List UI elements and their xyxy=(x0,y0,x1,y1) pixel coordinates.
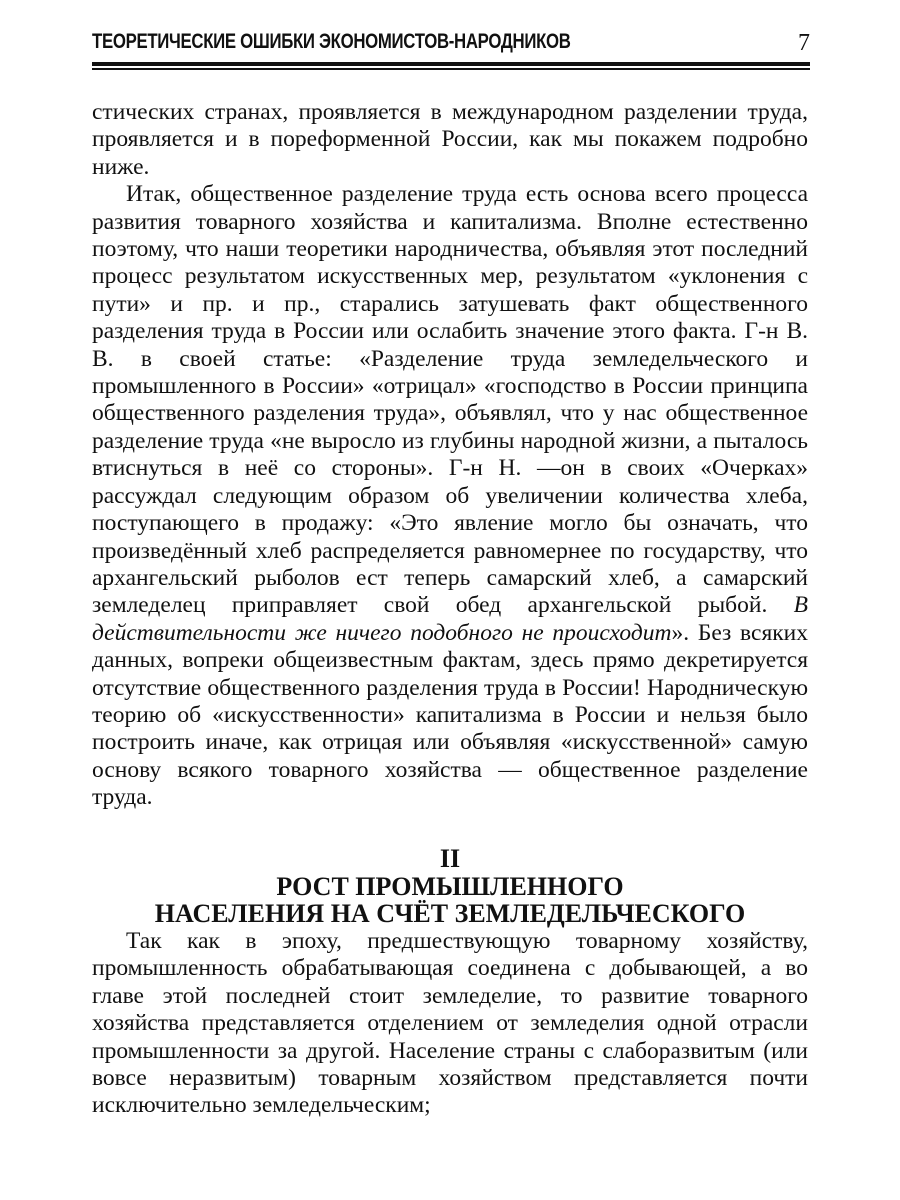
header-rule-thin xyxy=(92,68,810,70)
running-title: ТЕОРЕТИЧЕСКИЕ ОШИБКИ ЭКОНОМИСТОВ-НАРОДНИКОВ xyxy=(92,30,571,53)
header-rule-thick xyxy=(92,62,810,66)
paragraph-continuation: стических странах, проявляется в международном разделении труда, проявляется и в пореформенной России, как мы покажем подробно ниже. xyxy=(92,99,808,180)
paragraph-text-end: ». Без всяких данных, вопреки общеизвестным фактам, здесь прямо декретируется отсутствие общественного разделения труда в России! Народническую теорию об «искусственности» капитализма в России и нельзя было построить иначе, как отрицая или объявляя «искусственной» самую основу всякого товарного хозяйства — общественное разделение труда. xyxy=(92,619,808,811)
section-title-line-2: НАСЕЛЕНИЯ НА СЧЁТ ЗЕМЛЕДЕЛЬЧЕСКОГО xyxy=(154,899,746,928)
paragraph xyxy=(92,181,808,811)
paragraph-text: Итак, общественное разделение труда есть основа всего процесса развития товарного хозяйства и капитализма. Вполне естественно поэтому, что наши теоретики народничества, объявляя этот последний процесс результатом искусственных мер, результатом «уклонения с пути» и пр. и пр., старались затушевать факт общественного разделения труда в России или ослабить значение этого факта. Г-н В. В. в своей статье: «Разделение труда земледельческого и промышленного в России» «отрицал» «господство в России принципа общественного разделения труда», объявлял, что у нас общественное разделение труда «не выросло из глубины народной жизни, а пыталось втиснуться в неё со стороны». Г-н Н. —он в своих «Очерках» рассуждал следующим образом об увеличении количества хлеба, поступающего в продажу: «Это явление могло бы означать, что произведённый хлеб распределяется равномернее по государству, что архангельский рыболов ест теперь самарский хлеб, а самарский земледелец приправляет свой обед архангельской рыбой. xyxy=(92,181,808,619)
page-number: 7 xyxy=(798,30,810,56)
section-heading xyxy=(92,845,808,928)
paragraph-italic-quote: В действительности же ничего подобного не происходит xyxy=(92,592,808,646)
body-text xyxy=(92,99,808,812)
section-number: II xyxy=(439,844,461,873)
section-body-text xyxy=(92,928,808,1120)
section-paragraph: Так как в эпоху, предшествующую товарному хозяйству, промышленность обрабатывающая соединена с добывающей, а во главе этой последней стоит земледелие, то развитие товарного хозяйства представляется отделением от земледелия одной отрасли промышленности за другой. Население страны с слаборазвитым (или вовсе неразвитым) товарным хозяйством представляется почти исключительно земледельческим; xyxy=(92,928,808,1119)
running-header xyxy=(92,30,810,60)
section-title-line-1: РОСТ ПРОМЫШЛЕННОГО xyxy=(276,871,624,901)
